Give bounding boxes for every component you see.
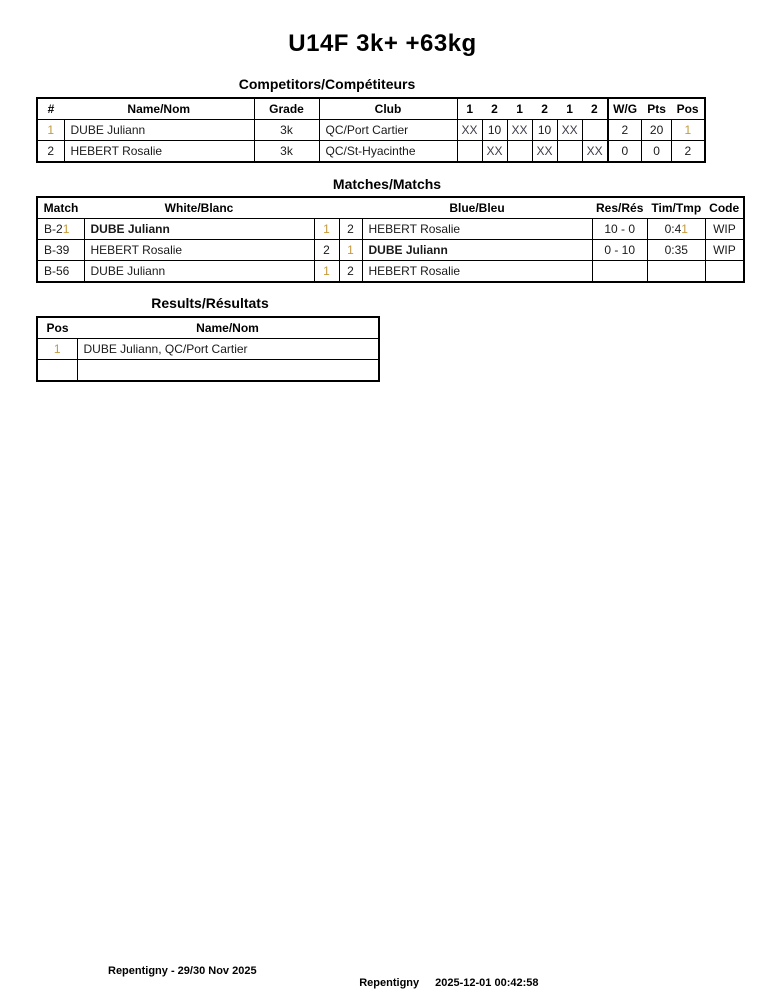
- white-competitor: DUBE Juliann: [84, 261, 314, 283]
- col-header-points: Pts: [642, 98, 672, 120]
- match-result: 0 - 10: [592, 240, 647, 261]
- col-header-round-3: 1: [507, 98, 532, 120]
- col-header-round-5: 1: [557, 98, 582, 120]
- competitor-club: QC/St-Hyacinthe: [319, 141, 457, 163]
- col-header-round-4: 2: [532, 98, 557, 120]
- match-time: [647, 261, 705, 283]
- col-header-result: Res/Rés: [592, 197, 647, 219]
- competitor-name: HEBERT Rosalie: [64, 141, 254, 163]
- round-cell: XX: [457, 120, 482, 141]
- white-competitor: DUBE Juliann: [84, 219, 314, 240]
- result-position: 1: [37, 339, 77, 360]
- col-header-club: Club: [319, 98, 457, 120]
- competitors-section-title: Competitors/Compétiteurs: [238, 76, 416, 92]
- round-cell: XX: [507, 120, 532, 141]
- competitor-points: 0: [642, 141, 672, 163]
- round-cell: XX: [532, 141, 557, 163]
- col-header-name: Name/Nom: [77, 317, 379, 339]
- competitor-wins: 0: [608, 141, 642, 163]
- match-result: 10 - 0: [592, 219, 647, 240]
- match-id: B-39: [37, 240, 84, 261]
- results-section-title: Results/Résultats: [151, 295, 269, 311]
- blue-number: 2: [339, 261, 362, 283]
- col-header-round-1: 1: [457, 98, 482, 120]
- col-header-time: Tim/Tmp: [647, 197, 705, 219]
- round-cell: [557, 141, 582, 163]
- result-name: [77, 360, 379, 382]
- competitor-number: 2: [37, 141, 64, 163]
- col-header-round-2: 2: [482, 98, 507, 120]
- match-code: [705, 261, 744, 283]
- round-cell: 10: [532, 120, 557, 141]
- competitor-wins: 2: [608, 120, 642, 141]
- col-header-wins: W/G: [608, 98, 642, 120]
- result-name: DUBE Juliann, QC/Port Cartier: [77, 339, 379, 360]
- competitor-club: QC/Port Cartier: [319, 120, 457, 141]
- blue-number: 1: [339, 240, 362, 261]
- result-position: [37, 360, 77, 382]
- match-time: 0:41: [647, 219, 705, 240]
- col-header-round-6: 2: [582, 98, 608, 120]
- white-competitor: HEBERT Rosalie: [84, 240, 314, 261]
- match-row: [37, 240, 744, 261]
- white-number: 2: [314, 240, 339, 261]
- col-header-grade: Grade: [254, 98, 319, 120]
- col-header-position: Pos: [672, 98, 705, 120]
- result-row: [37, 339, 379, 360]
- round-cell: XX: [582, 141, 608, 163]
- match-id: B-56: [37, 261, 84, 283]
- result-row: [37, 360, 379, 382]
- round-cell: [507, 141, 532, 163]
- results-table: [36, 316, 380, 382]
- blue-competitor: HEBERT Rosalie: [362, 219, 592, 240]
- matches-header-row: [37, 197, 744, 219]
- col-header-blue: Blue/Bleu: [362, 197, 592, 219]
- round-cell: XX: [557, 120, 582, 141]
- col-header-position: Pos: [37, 317, 77, 339]
- competitor-points: 20: [642, 120, 672, 141]
- match-time: 0:35: [647, 240, 705, 261]
- blue-competitor: DUBE Juliann: [362, 240, 592, 261]
- col-header-white: White/Blanc: [84, 197, 314, 219]
- footer-generated: [347, 965, 539, 990]
- round-cell: XX: [482, 141, 507, 163]
- competitor-position: 1: [672, 120, 705, 141]
- match-row: [37, 219, 744, 240]
- col-header-code: Code: [705, 197, 744, 219]
- competitor-row: [37, 120, 705, 141]
- competitor-number: 1: [37, 120, 64, 141]
- results-header-row: [37, 317, 379, 339]
- white-number: 1: [314, 219, 339, 240]
- footer-event-date: Repentigny - 29/30 Nov 2025: [108, 965, 257, 977]
- col-header-blue-num: [339, 197, 362, 219]
- col-header-name: Name/Nom: [64, 98, 254, 120]
- matches-table: [36, 196, 745, 283]
- competitor-name: DUBE Juliann: [64, 120, 254, 141]
- white-number: 1: [314, 261, 339, 283]
- match-code: WIP: [705, 240, 744, 261]
- round-cell: 10: [482, 120, 507, 141]
- page-title: U14F 3k+ +63kg: [288, 30, 477, 57]
- footer-timestamp: 2025-12-01 00:42:58: [435, 977, 539, 989]
- match-result: [592, 261, 647, 283]
- footer-city: Repentigny: [359, 977, 420, 989]
- competitor-row: [37, 141, 705, 163]
- competitors-header-row: [37, 98, 705, 120]
- blue-competitor: HEBERT Rosalie: [362, 261, 592, 283]
- col-header-match: Match: [37, 197, 84, 219]
- blue-number: 2: [339, 219, 362, 240]
- round-cell: [457, 141, 482, 163]
- col-header-number: #: [37, 98, 64, 120]
- match-code: WIP: [705, 219, 744, 240]
- competitors-table: [36, 97, 706, 163]
- col-header-white-num: [314, 197, 339, 219]
- competitor-grade: 3k: [254, 141, 319, 163]
- competitor-position: 2: [672, 141, 705, 163]
- round-cell: [582, 120, 608, 141]
- matches-section-title: Matches/Matchs: [332, 176, 442, 192]
- competitor-grade: 3k: [254, 120, 319, 141]
- match-id: B-21: [37, 219, 84, 240]
- match-row: [37, 261, 744, 283]
